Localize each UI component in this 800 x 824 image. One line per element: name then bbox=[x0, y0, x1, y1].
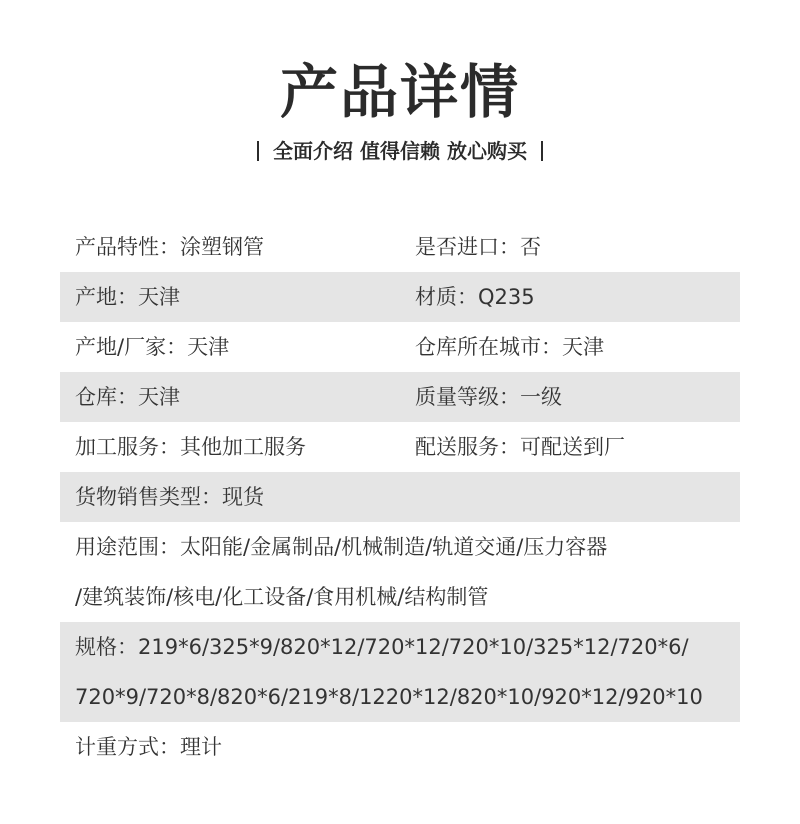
spec-sales-type: 货物销售类型：现货 bbox=[75, 485, 264, 509]
spec-manufacturer: 产地/厂家：天津 bbox=[75, 335, 230, 359]
page-subtitle bbox=[0, 136, 800, 166]
spec-size-line: 720*9/720*8/820*6/219*8/1220*12/820*10/920*12/920*10 bbox=[75, 685, 703, 709]
subtitle-divider-right bbox=[541, 141, 543, 161]
spec-row bbox=[60, 722, 740, 772]
spec-row bbox=[60, 372, 740, 422]
spec-row bbox=[60, 322, 740, 372]
spec-row-usage bbox=[60, 522, 740, 622]
subtitle-divider-left bbox=[257, 141, 259, 161]
page-title: 产品详情 bbox=[279, 58, 520, 126]
spec-row bbox=[60, 272, 740, 322]
spec-usage-line: 用途范围：太阳能/金属制品/机械制造/轨道交通/压力容器 bbox=[75, 535, 608, 559]
spec-usage-line: /建筑装饰/核电/化工设备/食用机械/结构制管 bbox=[75, 585, 489, 609]
spec-origin: 产地：天津 bbox=[75, 285, 180, 309]
spec-material: 材质：Q235 bbox=[415, 285, 535, 309]
spec-weighing-method: 计重方式：理计 bbox=[75, 735, 222, 759]
spec-processing-service: 加工服务：其他加工服务 bbox=[75, 435, 306, 459]
spec-usage bbox=[75, 522, 735, 622]
spec-row bbox=[60, 222, 740, 272]
spec-delivery-service: 配送服务：可配送到厂 bbox=[415, 435, 625, 459]
spec-row bbox=[60, 422, 740, 472]
spec-warehouse: 仓库：天津 bbox=[75, 385, 180, 409]
spec-row bbox=[60, 472, 740, 522]
spec-product-feature: 产品特性：涂塑钢管 bbox=[75, 235, 264, 259]
spec-table bbox=[60, 222, 740, 772]
subtitle-text: 全面介绍 值得信赖 放心购买 bbox=[273, 139, 527, 163]
spec-size bbox=[75, 622, 735, 722]
spec-size-line: 规格：219*6/325*9/820*12/720*12/720*10/325*12/720*6/ bbox=[75, 635, 689, 659]
spec-warehouse-city: 仓库所在城市：天津 bbox=[415, 335, 604, 359]
spec-imported: 是否进口：否 bbox=[415, 235, 541, 259]
spec-quality-grade: 质量等级：一级 bbox=[415, 385, 562, 409]
spec-row-size bbox=[60, 622, 740, 722]
